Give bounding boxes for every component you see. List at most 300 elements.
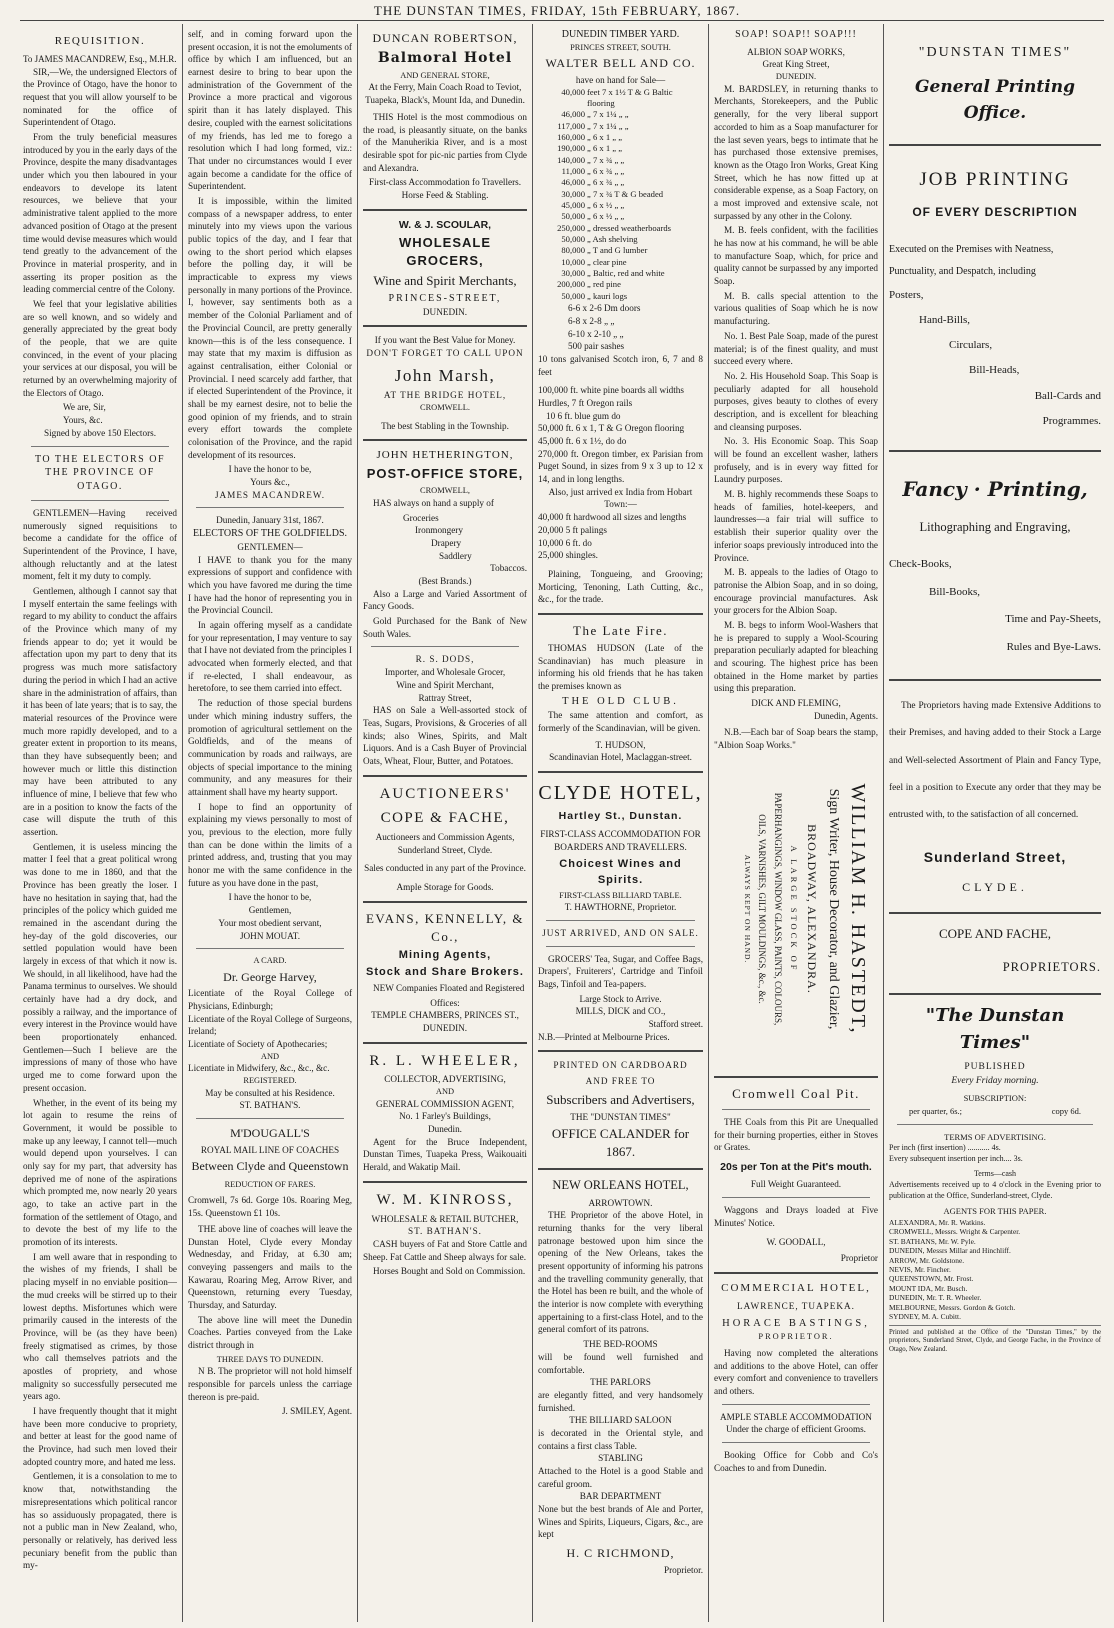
- coal-price: 20s per Ton at the Pit's mouth.: [720, 1161, 872, 1173]
- soap-text: M. B. highly recommends these Soaps to heads of families, hotel-keepers, and laundresses—a fair trial will suffice to establish their superior quality over the inferior soaps previously introduced into the Province.: [714, 489, 878, 563]
- agent-item: CROMWELL, Messrs. Wright & Carpenter.: [889, 1227, 1021, 1237]
- table-row: [538, 211, 703, 222]
- job-printing-title: JOB PRINTING: [919, 169, 1071, 190]
- requisition-close: We are, Sir,: [63, 402, 106, 413]
- terms-title: TERMS OF ADVERTISING.: [944, 1131, 1046, 1142]
- timber-line: 45,000 ft. 6 x 1½, do do: [538, 436, 627, 447]
- requisition-text: SIR,—We, the undersigned Electors of the Province of Otago, have the honor to request that you will allow yourself to be nominated for the office of Superintendent of Otago.: [23, 66, 177, 128]
- arrived-text: GROCERS' Tea, Sugar, and Coffee Bags, Drapers', Fruiterers', Cartridge and Tinfoil Bags, Tinfoil and Tea-papers.: [538, 953, 703, 990]
- soap-text: M. B. feels confident, with the facilities he has now at his command, he will be able to manufacture Soap, which, for price and quality cannot be surpassed by any imported Soap.: [714, 225, 878, 287]
- arrived-title: JUST ARRIVED, AND ON SALE.: [542, 927, 699, 938]
- fire-title: The Late Fire.: [573, 622, 668, 638]
- commercial-stable: Under the charge of efficient Grooms.: [726, 1424, 866, 1435]
- timber-doors: [538, 302, 703, 353]
- commercial-name: COMMERCIAL HOTEL,: [721, 1281, 871, 1294]
- fire-club: THE OLD CLUB.: [562, 695, 679, 707]
- coach-prices: Cromwell, 7s 6d. Gorge 10s. Roaring Meg, 15s. Queenstown £1 10s.: [188, 1195, 352, 1219]
- timber-line: 50,000 ft. 6 x 1, T & G Oregon flooring: [538, 423, 685, 434]
- marsh-line: CROMWELL.: [419, 402, 470, 412]
- address-text: Gentlemen, although I cannot say that I myself entertain the same feelings with regard to my ability to conduct the affairs of the Province which many of my friends appear to do; yet it would be affectation upon my part to deny that its progress was much more satisfactory during the period in which I had an active share in the administration of affairs, than it has been of late years; that is to say, the material resources of the Province were much more rapidly developed, and to a greater extent in proportion to its means, than they have subsequently been; and however much or little this distinction may have been attributed to any influence of mine, I believe that few who are in a position to know the facts of the case will dispute the truth of this assertion.: [23, 586, 177, 838]
- timber-quantity: 46,000: [561, 177, 585, 188]
- requisition-title: REQUISITION.: [54, 35, 146, 47]
- column-5-lower: [709, 1072, 883, 1622]
- coal-signature: W. GOODALL,: [766, 1236, 826, 1247]
- timber-text: Plaining, Tongueing, and Grooving; Morticing, Tenoning, Lath Cutting, &c., &c., for the trade.: [538, 568, 703, 605]
- kinross-line: ST. BATHAN'S.: [408, 1226, 482, 1237]
- card-line: Licentiate of the Royal College of Physicians, Edinburgh;: [188, 988, 352, 1012]
- timber-description: „ clear pine: [587, 256, 627, 267]
- coal-text: THE Coals from this Pit are Unequalled for their burning properties, either in Stoves or Grates.: [714, 1116, 878, 1153]
- timber-quantity: 50,000: [561, 234, 585, 245]
- table-row: [538, 223, 703, 234]
- agent-item: DUNEDIN, Messrs Millar and Hinchliff.: [889, 1246, 1011, 1256]
- soap-text: M. B. begs to inform Wool-Washers that he is prepared to supply a Wool-Scouring preparation peculiarly adapted for bleaching and scouring. The highest price has been obtained in the Home market by parties using this preparation.: [714, 619, 878, 694]
- timber-description: „ 6 x ¾ „ „: [587, 166, 625, 177]
- timber-description: „ 7 x ¾ T & G beaded: [587, 188, 664, 199]
- timber-line: Hurdles, 7 ft Oregon rails: [538, 397, 633, 408]
- requisition-text: From the truly beneficial measures introduced by you in the early days of the Province, despite the many disadvantages under which you then laboured in your endeavors to develope its latent resources, we believe that your administrative talent applied to the more advanced position of Otago at the present time would devise measures which would tend greatly to the advancement of the Province in material prosperity, and in asserting its proper position as the leading commercial centre of the Colony.: [23, 132, 177, 295]
- timber-line: 270,000 ft. Oregon timber, ex Parisian from Puget Sound, in sizes from 9 x 3 up to 12 x 14, and in long lengths.: [538, 448, 703, 485]
- marsh-line: If you want the Best Value for Money.: [374, 335, 516, 346]
- coach-title: M'DOUGALL'S: [230, 1126, 310, 1141]
- wheeler-line: COLLECTOR, ADVERTISING,: [384, 1074, 506, 1085]
- balmoral-sub: AND GENERAL STORE,: [400, 70, 490, 80]
- lithograph-line: Lithographing and Engraving,: [919, 520, 1071, 535]
- scoular-name: W. & J. SCOULAR,: [398, 218, 492, 231]
- card-consult: May be consulted at his Residence.: [205, 1087, 335, 1098]
- commercial-owner: HORACE BASTINGS,: [722, 1317, 870, 1329]
- marsh-line: The best Stabling in the Township.: [381, 420, 509, 431]
- coach-days: THREE DAYS TO DUNEDIN.: [216, 1354, 324, 1364]
- office-street: Sunderland Street,: [923, 849, 1067, 866]
- dods-line: Wine and Spirit Merchant,: [396, 679, 494, 690]
- address-text: Whether, in the event of its being my lot again to resume the reins of Government, it would be possible to make up any leeway, I cannot tell—much would depend upon yourselves. I can only say for my part, that adversity has deprived me of none of the aspirations which prompted me, now nearly 20 years ago, to take an active part in the formation of the settlement of Otago, and to devote the best of my life to the promotion of its interests.: [23, 1097, 177, 1248]
- new-orleans-text: is decorated in the Oriental style, and contains a first class Table.: [538, 1427, 703, 1451]
- new-orleans-text: None but the best brands of Ale and Porter, Wines and Spirits, Liqueurs, Cigars, &c., are kept: [538, 1504, 703, 1540]
- timber-quantity: 190,000: [557, 143, 585, 154]
- soap-text: M. B. calls special attention to the various qualities of Soap which he is now manufacturing.: [714, 290, 878, 327]
- calendar-line: AND FREE TO: [585, 1076, 656, 1087]
- list-item: 6-6 x 2-6 Dm doors: [568, 303, 641, 314]
- clyde-hotel-line: Choicest Wines and Spirits.: [559, 858, 682, 886]
- paper-title: "The Dunstan Times": [925, 1004, 1065, 1053]
- timber-description: „ 6 x ¾ „ „: [587, 177, 625, 188]
- list-item: 500 pair sashes: [568, 341, 625, 352]
- office-proprietors: PROPRIETORS.: [1002, 959, 1101, 974]
- soap-agents: Dunedin, Agents.: [813, 710, 878, 721]
- list-item: Posters,: [889, 288, 924, 301]
- timber-description: „ Ash shelving: [587, 234, 638, 245]
- timber-quantity: 50,000: [561, 211, 585, 222]
- published-schedule: Every Friday morning.: [951, 1075, 1039, 1086]
- table-row: [538, 200, 703, 211]
- evans-line: Offices:: [430, 997, 460, 1008]
- hastedt-advert: [712, 748, 872, 1070]
- coach-text: The above line will meet the Dunedin Coaches. Parties conveyed from the Lake district through in: [188, 1314, 352, 1350]
- commercial-booking: Booking Office for Cobb and Co's Coaches to and from Dunedin.: [714, 1449, 878, 1473]
- list-item: Time and Pay-Sheets,: [1005, 613, 1101, 626]
- timber-line: 10 6 ft. blue gum do: [546, 410, 621, 421]
- new-orleans-section: THE BILLIARD SALOON: [569, 1415, 672, 1426]
- office-paper-title: "DUNSTAN TIMES": [918, 45, 1072, 60]
- balmoral-owner: DUNCAN ROBERTSON,: [372, 31, 518, 45]
- subscription-rates: [889, 1105, 1101, 1118]
- requisition-text: We feel that your legislative abilities are so well known, and so widely and generally appreciated by the great body of the people, that we are quite convinced, in the event of your placing your services at our disposal, you will be returned by an overwhelming majority of the Electors of Otago.: [23, 298, 177, 398]
- table-row: [538, 257, 703, 268]
- arrived-line: MILLS, DICK and CO.,: [575, 1006, 666, 1017]
- list-item: Circulars,: [949, 339, 993, 352]
- timber-quantity: 80,000: [561, 245, 585, 256]
- timber-table: [538, 87, 703, 303]
- timber-description: „ kauri logs: [587, 290, 628, 301]
- agent-item: QUEENSTOWN, Mr. Frost.: [889, 1274, 974, 1284]
- address-text: self, and in coming forward upon the present occasion, it is not the emoluments of office by which I am influenced, but an earnest desire to bring to bear upon the administration of the Government of the Province a more practical and vigorous spirit than it has lately displayed. This desire, coupled with the earnest solicitations of my friends, has led me to forego a resolution which I had long formed, viz.: That under no circumstances would I ever again become a candidate for the office of Superintendent.: [188, 29, 352, 192]
- soap-text: M. B. appeals to the ladies of Otago to patronise the Albion Soap, and in so doing, encourage provincial manufactures. Ask your grocers for the Albion Soap.: [714, 567, 878, 616]
- timber-quantity: 11,000: [561, 166, 585, 177]
- commercial-town: LAWRENCE, TUAPEKA.: [737, 1301, 855, 1312]
- balmoral-text: First-class Accommodation fo Travellers.: [368, 177, 522, 188]
- evans-line: Stock and Share Brokers.: [366, 965, 524, 978]
- table-row: [538, 109, 703, 120]
- proprietors-text: The Proprietors having made Extensive Additions to their Premises, and having added to their Stock a Large and Well-selected Assortment of Plain and Fancy Type, feel in a position to Execute any order that they may be entrusted with, to the satisfaction of all concerned.: [889, 701, 1101, 821]
- clyde-hotel-line: FIRST-CLASS ACCOMMODATION FOR BOARDERS AND TRAVELLERS.: [540, 828, 701, 852]
- list-item: Groceries: [403, 512, 439, 523]
- kinross-name: W. M. KINROSS,: [376, 1191, 514, 1208]
- terms-line: Every subsequent insertion per inch.... 3s.: [889, 1153, 1023, 1163]
- timber-quantity: 40,000: [561, 86, 585, 97]
- fire-signature: T. HUDSON,: [595, 739, 646, 750]
- soap-street: Great King Street,: [762, 59, 830, 70]
- evans-line: Mining Agents,: [398, 948, 492, 961]
- hastedt-stock: A LARGE STOCK OF: [789, 845, 799, 973]
- terms-line: Per inch (first insertion) ........... 4s.: [889, 1143, 1001, 1153]
- card-and: AND: [260, 1051, 280, 1061]
- agents-title: AGENTS FOR THIS PAPER.: [943, 1205, 1047, 1216]
- soap-text: M. BARDSLEY, in returning thanks to Merchants, Storekeepers, and the Public generally, for the very liberal support accorded to him as a Soap manufacturer for the last seven years, begs to intimate that he has purchased those extensive premises, known as the Otago Iron Works, Great King Street, which he has now fitted up at considerable expense, as a Soap Factory, on a most improved and extensive scale, not surpassed by any other in the Colony.: [714, 83, 878, 221]
- list-item: Check-Books,: [889, 558, 952, 571]
- table-row: [538, 87, 703, 110]
- fancy-items: [889, 551, 1101, 661]
- timber-name: WALTER BELL AND CO.: [545, 56, 696, 71]
- calendar-line: PRINTED ON CARDBOARD: [553, 1060, 688, 1071]
- new-orleans-section: THE BED-ROOMS: [583, 1339, 658, 1350]
- table-row: [538, 279, 703, 290]
- table-row: [538, 155, 703, 166]
- table-row: [538, 189, 703, 200]
- scoular-line: WHOLESALE GROCERS,: [398, 235, 492, 269]
- column-1: [18, 24, 182, 1622]
- timber-description: „ dressed weatherboards: [587, 222, 671, 233]
- new-orleans-text: are elegantly fitted, and very handsomely furnished.: [538, 1389, 703, 1413]
- soap-agents: DICK AND FLEMING,: [751, 698, 841, 709]
- coach-route: Between Clyde and Queenstown: [191, 1159, 349, 1174]
- auctioneers-line: Auctioneers and Commission Agents,: [375, 832, 515, 843]
- masthead-rule: [20, 20, 1104, 21]
- card-line: Licentiate in Midwifery, &c., &c., &c.: [188, 1063, 330, 1074]
- timber-line: 10 tons galvanised Scotch iron, 6, 7 and 8 feet: [538, 353, 703, 377]
- auctioneers-title: AUCTIONEERS': [379, 785, 511, 802]
- goldfields-text: I HAVE to thank you for the many expressions of support and confidence with which you have favored me during the time I have had the honor of representing you in the Provincial Council.: [188, 554, 352, 616]
- address-signature: JAMES MACANDREW.: [214, 489, 326, 500]
- timber-line: Also, just arrived ex India from Hobart Town:—: [548, 486, 693, 510]
- timber-description: „ 7 x 1¼ „ „: [587, 109, 629, 120]
- coal-line: Full Weight Guaranteed.: [750, 1179, 842, 1190]
- address-text: GENTLEMEN—Having received numerously signed requisitions to become a candidate for the office of Superintendent of the Province, I have, although reluctantly and at the latest moment, felt it my duty to comply.: [23, 507, 177, 582]
- timber-description: „ 6 x ½ „ „: [587, 200, 625, 211]
- timber-description: „ T and G lumber: [587, 245, 648, 256]
- requisition-close: Yours, &c.: [63, 415, 103, 426]
- auctioneers-line: Sales conducted in any part of the Province.: [364, 863, 526, 874]
- kinross-text: CASH buyers of Fat and Store Cattle and Sheep. Fat Cattle and Sheep always for sale.: [363, 1238, 527, 1262]
- masthead: THE DUNSTAN TIMES, FRIDAY, 15th FEBRUARY, 1867.: [373, 3, 741, 18]
- list-item: Saddlery: [439, 550, 472, 561]
- address-close: I have the honor to be,: [228, 464, 312, 475]
- timber-quantity: 10,000: [561, 256, 585, 267]
- subscription-copy: copy 6d.: [1051, 1105, 1081, 1116]
- table-row: [538, 268, 703, 279]
- timber-quantity: 117,000: [557, 120, 585, 131]
- soap-works: ALBION SOAP WORKS,: [747, 46, 845, 57]
- commercial-stable: AMPLE STABLE ACCOMMODATION: [720, 1411, 872, 1422]
- office-title: General Printing Office.: [915, 77, 1075, 123]
- new-orleans-name: NEW ORLEANS HOTEL,: [552, 1178, 689, 1193]
- timber-quantity: 46,000: [561, 109, 585, 120]
- agent-item: ARROW, Mr. Goldstone.: [889, 1255, 965, 1265]
- coach-subtitle: ROYAL MAIL LINE OF COACHES: [200, 1144, 340, 1155]
- wheeler-line: Dunedin.: [428, 1124, 462, 1135]
- job-items: [889, 283, 1101, 435]
- commercial-role: PROPRIETOR.: [758, 1332, 834, 1342]
- calendar-line: Subscribers and Advertisers,: [546, 1091, 695, 1107]
- clyde-hotel-address: Hartley St., Dunstan.: [558, 810, 683, 823]
- hetherington-store: POST-OFFICE STORE,: [366, 466, 524, 482]
- timber-title: DUNEDIN TIMBER YARD.: [561, 29, 680, 40]
- card-name: Dr. George Harvey,: [223, 969, 317, 984]
- balmoral-text: THIS Hotel is the most commodious on the road, is pleasantly situate, on the banks of the Manuherikia River, and is a most desirable spot for pic-nic parties from Clyde and Alexandra.: [363, 111, 527, 173]
- fire-text: The same attention and comfort, as formerly of the Scandinavian, will be given.: [538, 710, 703, 733]
- agent-item: MELBOURNE, Messrs. Gordon & Gotch.: [889, 1302, 1016, 1312]
- address-text: It is impossible, within the limited compass of a newspaper address, to enter minutely into my views upon the various public topics of the day, and I fear that owing to the short period which elapses before the polling day, it will be impracticable to express my views personally in many portions of the Province. I, however, say sentiments both as a member of the Colonial Parliament and of the Provincial Council, are pretty generally known—this is of the less consequence. I may state that my maxim is diffusion as against centralisation, either Colonial or Provincial. I need scarcely add farther, that if elected Superintendent of the Province, it shall be my earnest desire, not to belie the good opinion of my friends, and to strain every effort towards the complete colonisation of the Province, and the rapid development of its resources.: [188, 195, 352, 460]
- soap-title: SOAP! SOAP!! SOAP!!!: [735, 29, 857, 40]
- auctioneers-line: Ample Storage for Goods.: [396, 882, 494, 893]
- timber-description: „ red pine: [587, 279, 621, 290]
- soap-town: DUNEDIN.: [775, 72, 817, 82]
- table-row: [538, 132, 703, 143]
- address-close: Yours &c.,: [250, 477, 290, 488]
- coach-signature: J. SMILEY, Agent.: [281, 1406, 352, 1417]
- marsh-name: John Marsh,: [394, 365, 496, 385]
- coal-proprietor: Proprietor: [840, 1253, 878, 1264]
- timber-address: PRINCES STREET, SOUTH.: [570, 42, 671, 52]
- new-orleans-signature: H. C RICHMOND,: [566, 1546, 675, 1561]
- address-text: I am well aware that in responding to the wishes of my friends, I shall be placing myself in no enviable position—the mud creeks will be stirred up to their lowest depths. Misfortunes which were primarily caused in the interests of the Province, will be (as they have been) freely stigmatised as crimes, by those who call themselves patriots and the apostles of propriety, and whose malignity so successfully persecuted me years ago.: [23, 1251, 177, 1402]
- card-line: Licentiate of Society of Apothecaries;: [188, 1039, 328, 1050]
- agents-list: [889, 1218, 1101, 1322]
- imprint: Printed and published at the Office of the "Dunstan Times," by the proprietors, Sunderland Street, Clyde, and George Fache, in the Province of Otago, New Zealand.: [889, 1328, 1101, 1353]
- calendar-line: OFFICE CALANDER for 1867.: [551, 1126, 690, 1160]
- table-row: [538, 177, 703, 188]
- scoular-line: Wine and Spirit Merchants,: [373, 273, 517, 288]
- column-6: [884, 24, 1106, 1622]
- clyde-hotel-line: T. HAWTHORNE, Proprietor.: [564, 902, 677, 913]
- auctioneers-name: COPE & FACHE,: [380, 810, 510, 827]
- hastedt-stock: PAPERHANGINGS, WINDOW GLASS, PAINTS, COLOURS,: [773, 792, 783, 1026]
- timber-description: „ 6 x ½ „ „: [587, 211, 625, 222]
- timber-line: 10,000 6 ft. do: [538, 537, 592, 548]
- dods-line: Importer, and Wholesale Grocer,: [384, 667, 506, 678]
- arrived-line: Large Stock to Arrive.: [579, 993, 662, 1004]
- goldfields-salute: GENTLEMEN—: [237, 541, 303, 552]
- new-orleans-town: ARROWTOWN.: [588, 1197, 653, 1208]
- column-3: [358, 24, 532, 1622]
- hastedt-trade: Sign Writer, House Decorator, and Glazier,: [826, 788, 841, 1030]
- new-orleans-text: THE Proprietor of the above Hotel, in returning thanks for the very liberal patronage bestowed upon him since the opening of the New Orleans, takes the present opportunity of informing his patrons and the travelling community generally, that the Hotel has been re built, and the whole of the interior is now complete with everything appertaining to a first-class Hotel, and to the general comfort of its patrons.: [538, 1210, 703, 1335]
- address-text: I have frequently thought that it might have been more conducive to propriety, and better at least for the good name of the Province, had such men loved their adopted country more, and hated me less.: [23, 1406, 177, 1467]
- wheeler-and: AND: [435, 1087, 455, 1097]
- evans-line: TEMPLE CHAMBERS, PRINCES ST.,: [371, 1010, 519, 1021]
- hetherington-items: [363, 512, 527, 575]
- goldfields-text: The reduction of those special burdens under which mining industry suffers, the promotion of agricultural settlement on the Goldfields, and of the means of communication by roads and railways, are objects of special importance to the mining community, and any measures for their attainment shall have my hearty support.: [188, 698, 352, 797]
- new-orleans-text: Attached to the Hotel is a good Stable and careful groom.: [538, 1466, 703, 1489]
- scoular-line: PRINCES-STREET,: [388, 292, 502, 304]
- hetherington-text: Gold Purchased for the Bank of New South Wales.: [363, 616, 527, 639]
- coach-fares-title: REDUCTION OF FARES.: [224, 1179, 316, 1189]
- list-item: Drapery: [431, 537, 462, 548]
- list-item: Bill-Heads,: [969, 364, 1020, 377]
- dods-line: Rattray Street,: [418, 692, 472, 703]
- column-2: [183, 24, 357, 1622]
- published-label: PUBLISHED: [964, 1061, 1026, 1072]
- timber-description: „ 7 x ¾ „ „: [587, 154, 625, 165]
- table-row: [538, 234, 703, 245]
- job-printing-text: Executed on the Premises with Neatness, Punctuality, and Despatch, including: [889, 243, 1054, 277]
- timber-description: „ 6 x 1 „ „: [587, 143, 623, 154]
- wheeler-line: No. 1 Farley's Buildings,: [399, 1111, 491, 1122]
- office-owners: COPE AND FACHE,: [938, 926, 1052, 942]
- agent-item: NEVIS, Mr. Fincher.: [889, 1265, 951, 1275]
- agent-item: ST. BATHANS, Mr. W. Pyle.: [889, 1236, 976, 1246]
- office-town: CLYDE.: [962, 880, 1028, 895]
- timber-quantity: 160,000: [557, 132, 585, 142]
- timber-quantity: 30,000: [561, 188, 585, 199]
- timber-line: 100,000 ft. white pine boards all widths: [538, 385, 684, 396]
- list-item: 6-10 x 2-10 „ „: [568, 328, 624, 339]
- timber-sub: have on hand for Sale—: [575, 74, 666, 85]
- card-label: A CARD.: [253, 956, 287, 966]
- evans-line: DUNEDIN.: [422, 1023, 468, 1034]
- advertisement-notice: Advertisements received up to 4 o'clock in the Evening prior to publication at the Office, Sunderland-street, Clyde.: [889, 1180, 1101, 1200]
- clyde-hotel-name: CLYDE HOTEL,: [538, 781, 703, 804]
- hetherington-brands: (Best Brands.): [418, 576, 472, 587]
- hastedt-name: WILLIAM H. HASTEDT,: [847, 783, 869, 1035]
- requisition-signed: Signed by above 150 Electors.: [43, 427, 156, 438]
- list-item: Tobaccos.: [490, 563, 527, 574]
- timber-quantity: 200,000: [557, 279, 585, 290]
- subscription-label: SUBSCRIPTION:: [963, 1093, 1027, 1104]
- job-printing-sub: OF EVERY DESCRIPTION: [912, 204, 1078, 219]
- timber-line: 40,000 ft hardwood all sizes and lengths: [538, 512, 687, 523]
- soap-text: No. 2. His Household Soap. This Soap is peculiarly adapted for all household purposes, gives beauty to clothes of every description, and is excellent for bleaching and cleansing purposes.: [714, 370, 878, 432]
- list-item: Programmes.: [1042, 414, 1101, 427]
- kinross-text: Horses Bought and Sold on Commission.: [373, 1266, 526, 1277]
- requisition-to: To JAMES MACANDREW, Esq., M.H.R.: [23, 54, 177, 65]
- agent-item: DUNEDIN, Mr. T. R. Wheeler.: [889, 1293, 982, 1303]
- balmoral-name: Balmoral Hotel: [377, 49, 513, 66]
- balmoral-address: At the Ferry, Main Coach Road to Teviot, Tuapeka, Black's, Mount Ida, and Dunedin.: [365, 82, 525, 106]
- agent-item: SYDNEY, M. A. Cubitt.: [889, 1312, 961, 1322]
- timber-quantity: 30,000: [561, 268, 585, 279]
- wheeler-line: GENERAL COMMISSION AGENT,: [375, 1098, 515, 1109]
- list-item: Ball-Cards and: [1034, 389, 1101, 402]
- timber-line: 25,000 shingles.: [538, 550, 598, 561]
- timber-quantity: 140,000: [557, 154, 585, 165]
- timber-description: „ 6 x 1 „ „: [587, 132, 623, 142]
- address-text: Gentlemen, it is a consolation to me to know that, notwithstanding the misrepresentations which political rancor has so assiduously propagated, there is not a public man in New Zealand, who, personally or relatively, has derived less pecuniary benefit from the public than my-: [23, 1471, 177, 1571]
- new-orleans-text: will be found well furnished and comfortable.: [538, 1351, 703, 1375]
- agent-item: ALEXANDRA, Mr. R. Watkins.: [889, 1217, 986, 1227]
- arrived-nb: N.B.—Printed at Melbourne Prices.: [538, 1031, 670, 1042]
- goldfields-text: I hope to find an opportunity of explaining my views personally to most of you, previous to the election, more fully than can be done within the limits of a printed address, and, trusting that you may honor me with the same confidence in the future as you have done in the past,: [188, 801, 352, 888]
- marsh-line: DON'T FORGET TO CALL UPON: [366, 348, 524, 359]
- table-row: [538, 291, 703, 302]
- new-orleans-proprietor: Proprietor.: [663, 1564, 703, 1575]
- evans-name: EVANS, KENNELLY, & Co.,: [365, 910, 525, 944]
- table-row: [538, 245, 703, 256]
- fire-text: THOMAS HUDSON (Late of the Scandinavian) has much pleasure in informing his old friends that he has taken the premises known as: [538, 642, 703, 691]
- wheeler-text: Agent for the Bruce Independent, Dunstan Times, Tuapeka Press, Waikouaiti Herald, and Wakatip Mail.: [363, 1136, 527, 1173]
- goldfields-title: ELECTORS OF THE GOLDFIELDS.: [192, 528, 348, 540]
- goldfields-close: I have the honor to be,: [228, 892, 312, 903]
- electors-title: TO THE ELECTORS OF THE PROVINCE OF OTAGO.: [34, 453, 166, 493]
- soap-nb: N.B.—Each bar of Soap bears the stamp, "Albion Soap Works.": [714, 727, 878, 751]
- coal-title: Cromwell Coal Pit.: [732, 1086, 860, 1101]
- list-item: Rules and Bye-Laws.: [1006, 640, 1101, 653]
- column-4: [533, 24, 708, 1622]
- new-orleans-section: STABLING: [598, 1453, 643, 1464]
- subscription-quarter: per quarter, 6s.;: [909, 1105, 963, 1116]
- timber-quantity: 250,000: [557, 222, 585, 233]
- table-row: [538, 166, 703, 177]
- hastedt-stock: OILS, VARNISHES, GILT MOULDINGS, &c., &c.: [757, 814, 767, 1004]
- timber-description: „ 7 x 1¼ „ „: [587, 120, 629, 131]
- goldfields-date: Dunedin, January 31st, 1867.: [216, 515, 324, 526]
- hastedt-address: BROADWAY, ALEXANDRA.: [805, 824, 819, 994]
- auctioneers-line: Sunderland Street, Clyde.: [397, 844, 493, 855]
- timber-description: feet 7 x 1½ T & G Baltic flooring: [587, 86, 673, 108]
- timber-line: 20,000 5 ft palings: [538, 524, 607, 535]
- list-item: Ironmongery: [415, 525, 463, 536]
- agent-item: MOUNT IDA, Mr. Busch.: [889, 1283, 968, 1293]
- table-row: [538, 143, 703, 154]
- clyde-hotel-line: FIRST-CLASS BILLIARD TABLE.: [559, 890, 682, 900]
- hetherington-text: Also a Large and Varied Assortment of Fancy Goods.: [363, 588, 527, 612]
- wheeler-name: R. L. WHEELER,: [369, 1052, 521, 1069]
- hetherington-text: HAS always on hand a supply of: [373, 497, 494, 508]
- kinross-line: WHOLESALE & RETAIL BUTCHER,: [371, 1213, 519, 1224]
- hetherington-town: CROMWELL,: [419, 486, 470, 496]
- goldfields-signature: JOHN MOUAT.: [239, 930, 301, 941]
- balmoral-text: Horse Feed & Stabling.: [401, 189, 489, 200]
- coal-text: Waggons and Drays loaded at Five Minutes' Notice.: [714, 1205, 878, 1228]
- address-text: Gentlemen, it is useless mincing the matter I feel that a great political wrong was done to me in 1860, and that the Province has been greatly the loser. I have no hesitation in saying that, had the principles of the policy which guided me remained in the ascendant during the hey-day of the gold discoveries, our settled population would have been largely in excess of that which it now is. We should, in all likelihood, have had the Panama terminus to ourselves. We should certainly have had a dry dock, and possibly a railway, and the importance of every interest in the Province would have been proportionately enhanced. Gentlemen—Such I believe are the impressions of many of those who have urged me to come forward upon the present occasion.: [23, 841, 177, 1093]
- card-place: ST. BATHAN'S.: [239, 1100, 301, 1111]
- card-line: Licentiate of the Royal College of Surgeons, Ireland;: [188, 1013, 352, 1037]
- dods-text: HAS on Sale a Well-assorted stock of Teas, Sugars, Provisions, & Groceries of all kinds; also Wines, Spirits, and Malt Liquors. And is a Cash Buyer of Provincial Oats, Wheat, Flour, Butter, and Potatoes.: [363, 705, 527, 766]
- hetherington-name: JOHN HETHERINGTON,: [376, 449, 514, 462]
- timber-quantity: 50,000: [561, 290, 585, 301]
- list-item: Bill-Books,: [929, 585, 981, 598]
- soap-text: No. 3. His Economic Soap. This Soap will be found an excellent washer, lathers profusely, and is in every way fitted for Laundry purposes.: [714, 436, 878, 485]
